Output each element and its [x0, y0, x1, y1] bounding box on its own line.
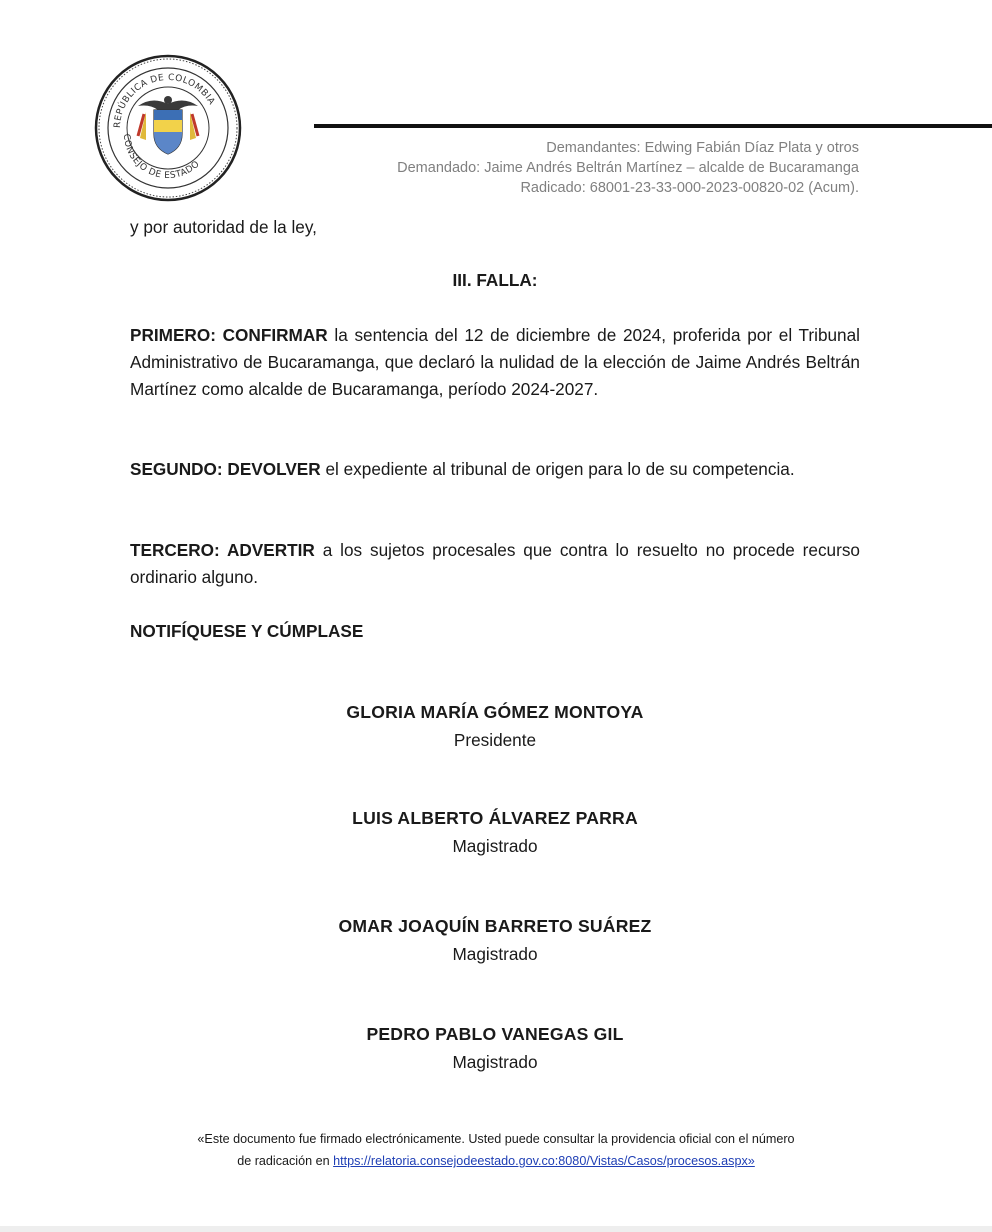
tercero-paragraph: [130, 537, 860, 591]
tercero-text: a los sujetos procesales que contra lo resuelto no procede recurso ordinario alguno.: [130, 540, 860, 587]
signer-block: [130, 912, 860, 968]
closing-formula: NOTIFÍQUESE Y CÚMPLASE: [130, 621, 364, 641]
primero-text: la sentencia del 12 de diciembre de 2024, proferida por el Tribunal Administrativo de Bucaramanga, que declaró la nulidad de la elección de Jaime Andrés Beltrán Martínez como alcalde de Bucaramanga, período 2024-2027.: [130, 325, 860, 399]
consejo-de-estado-seal-icon: [94, 54, 242, 202]
footer-link-prefix: de radicación en: [237, 1154, 334, 1168]
segundo-text: el expediente al tribunal de origen para lo de su competencia.: [320, 459, 795, 479]
primero-label: PRIMERO: CONFIRMAR: [130, 325, 328, 345]
section-heading: III. FALLA:: [452, 270, 538, 290]
footer-line-1: «Este documento fue firmado electrónicamente. Usted puede consultar la providencia oficial con el número: [197, 1132, 795, 1146]
tercero-label: TERCERO: ADVERTIR: [130, 540, 315, 560]
relatoria-link[interactable]: https://relatoria.consejodeestado.gov.co:8080/Vistas/Casos/procesos.aspx»: [333, 1154, 755, 1168]
svg-text:REPÚBLICA DE COLOMBIA: REPÚBLICA DE COLOMBIA: [112, 72, 217, 129]
signer-block: [130, 804, 860, 860]
signer-role: Magistrado: [452, 944, 538, 964]
signer-role: Presidente: [453, 730, 537, 750]
segundo-label: SEGUNDO: DEVOLVER: [130, 459, 321, 479]
case-header: [397, 138, 859, 198]
signer-name: PEDRO PABLO VANEGAS GIL: [366, 1024, 624, 1044]
page-bottom-edge: [0, 1226, 992, 1232]
signer-block: [130, 698, 860, 754]
signer-block: [130, 1020, 860, 1076]
signer-name: LUIS ALBERTO ÁLVAREZ PARRA: [352, 808, 638, 828]
footer-line-2: [100, 1150, 892, 1172]
radicado-line: Radicado: 68001-23-33-000-2023-00820-02 (Acum).: [520, 180, 859, 196]
signer-name: GLORIA MARÍA GÓMEZ MONTOYA: [346, 702, 644, 722]
signer-name: OMAR JOAQUÍN BARRETO SUÁREZ: [338, 916, 652, 936]
electronic-signature-notice: [100, 1128, 892, 1172]
signer-role: Magistrado: [452, 836, 538, 856]
svg-text:CONSEJO DE ESTADO: CONSEJO DE ESTADO: [120, 133, 202, 182]
demandado-line: Demandado: Jaime Andrés Beltrán Martínez – alcalde de Bucaramanga: [397, 160, 859, 176]
header-rule: [314, 124, 992, 128]
segundo-paragraph: [130, 456, 860, 483]
intro-text: y por autoridad de la ley,: [130, 217, 317, 237]
signer-role: Magistrado: [452, 1052, 538, 1072]
primero-paragraph: [130, 322, 860, 403]
demandantes-line: Demandantes: Edwing Fabián Díaz Plata y otros: [546, 140, 859, 156]
